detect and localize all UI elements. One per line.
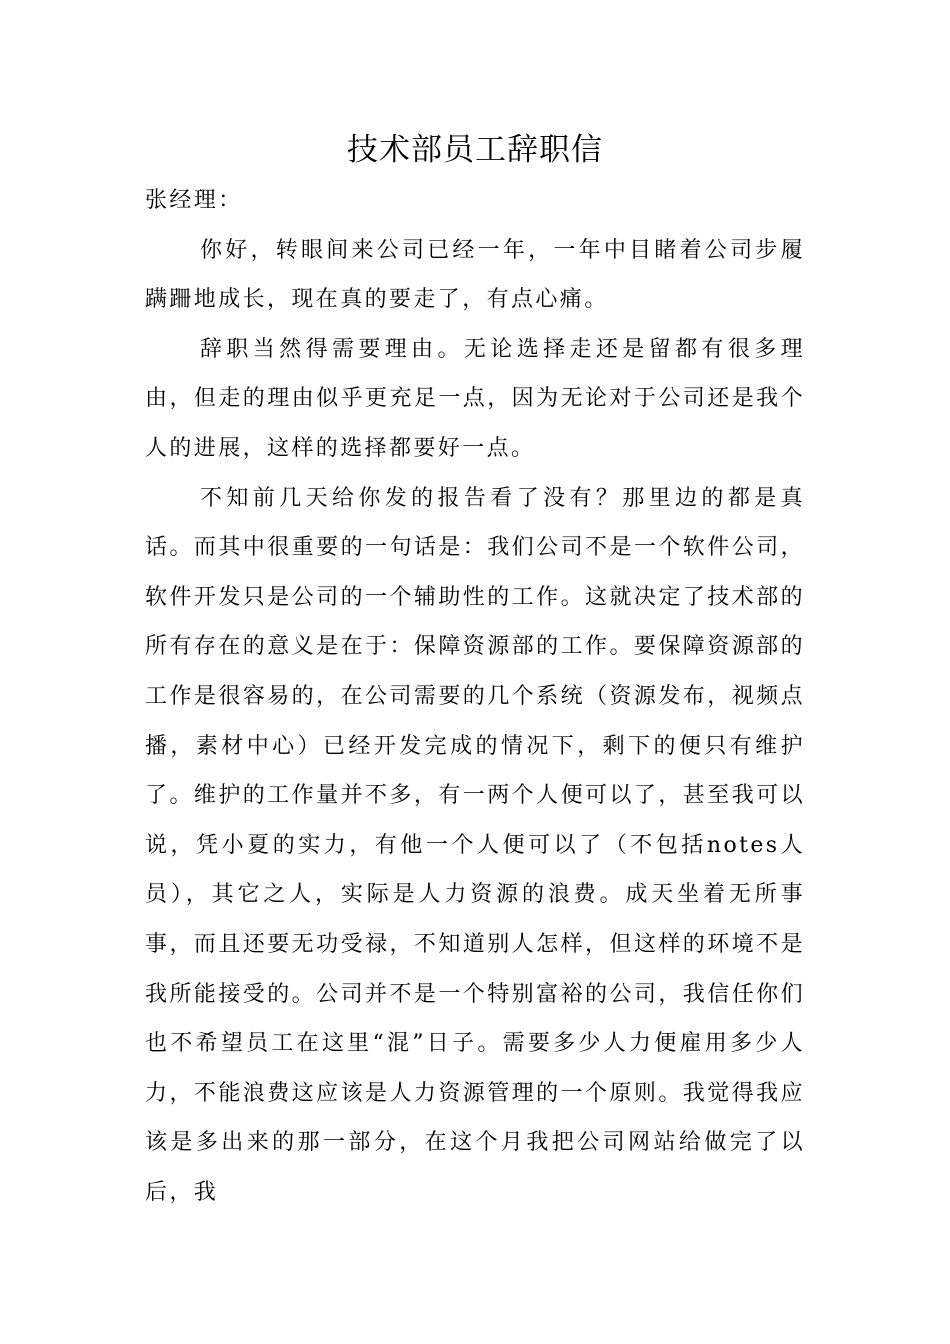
document-title: 技术部员工辞职信 <box>347 132 603 168</box>
paragraph-3: 不知前几天给你发的报告看了没有？那里边的都是真话。而其中很重要的一句话是：我们公司不是一个软件公司，软件开发只是公司的一个辅助性的工作。这就决定了技术部的所有存在的意义是在于：保障资源部的工作。要保障资源部的工作是很容易的，在公司需要的几个系统（资源发布，视频点播，素材中心）已经开发完成的情况下，剩下的便只有维护了。维护的工作量并不多，有一两个人便可以了，甚至我可以说，凭小夏的实力，有他一个人便可以了（不包括notes人员），其它之人，实际是人力资源的浪费。成天坐着无所事事，而且还要无功受禄，不知道别人怎样，但这样的环境不是我所能接受的。公司并不是一个特别富裕的公司，我信任你们也不希望员工在这里“混”日子。需要多少人力便雇用多少人力，不能浪费这应该是人力资源管理的一个原则。我觉得我应该是多出来的那一部分，在这个月我把公司网站给做完了以后，我 <box>145 485 805 1205</box>
letter-body <box>145 176 805 1217</box>
paragraph-2: 辞职当然得需要理由。无论选择走还是留都有很多理由，但走的理由似乎更充足一点，因为无论对于公司还是我个人的进展，这样的选择都要好一点。 <box>145 336 805 461</box>
salutation: 张经理： <box>145 188 243 213</box>
paragraph-1: 你好，转眼间来公司已经一年，一年中目睹着公司步履蹒跚地成长，现在真的要走了，有点心痛。 <box>145 237 805 313</box>
